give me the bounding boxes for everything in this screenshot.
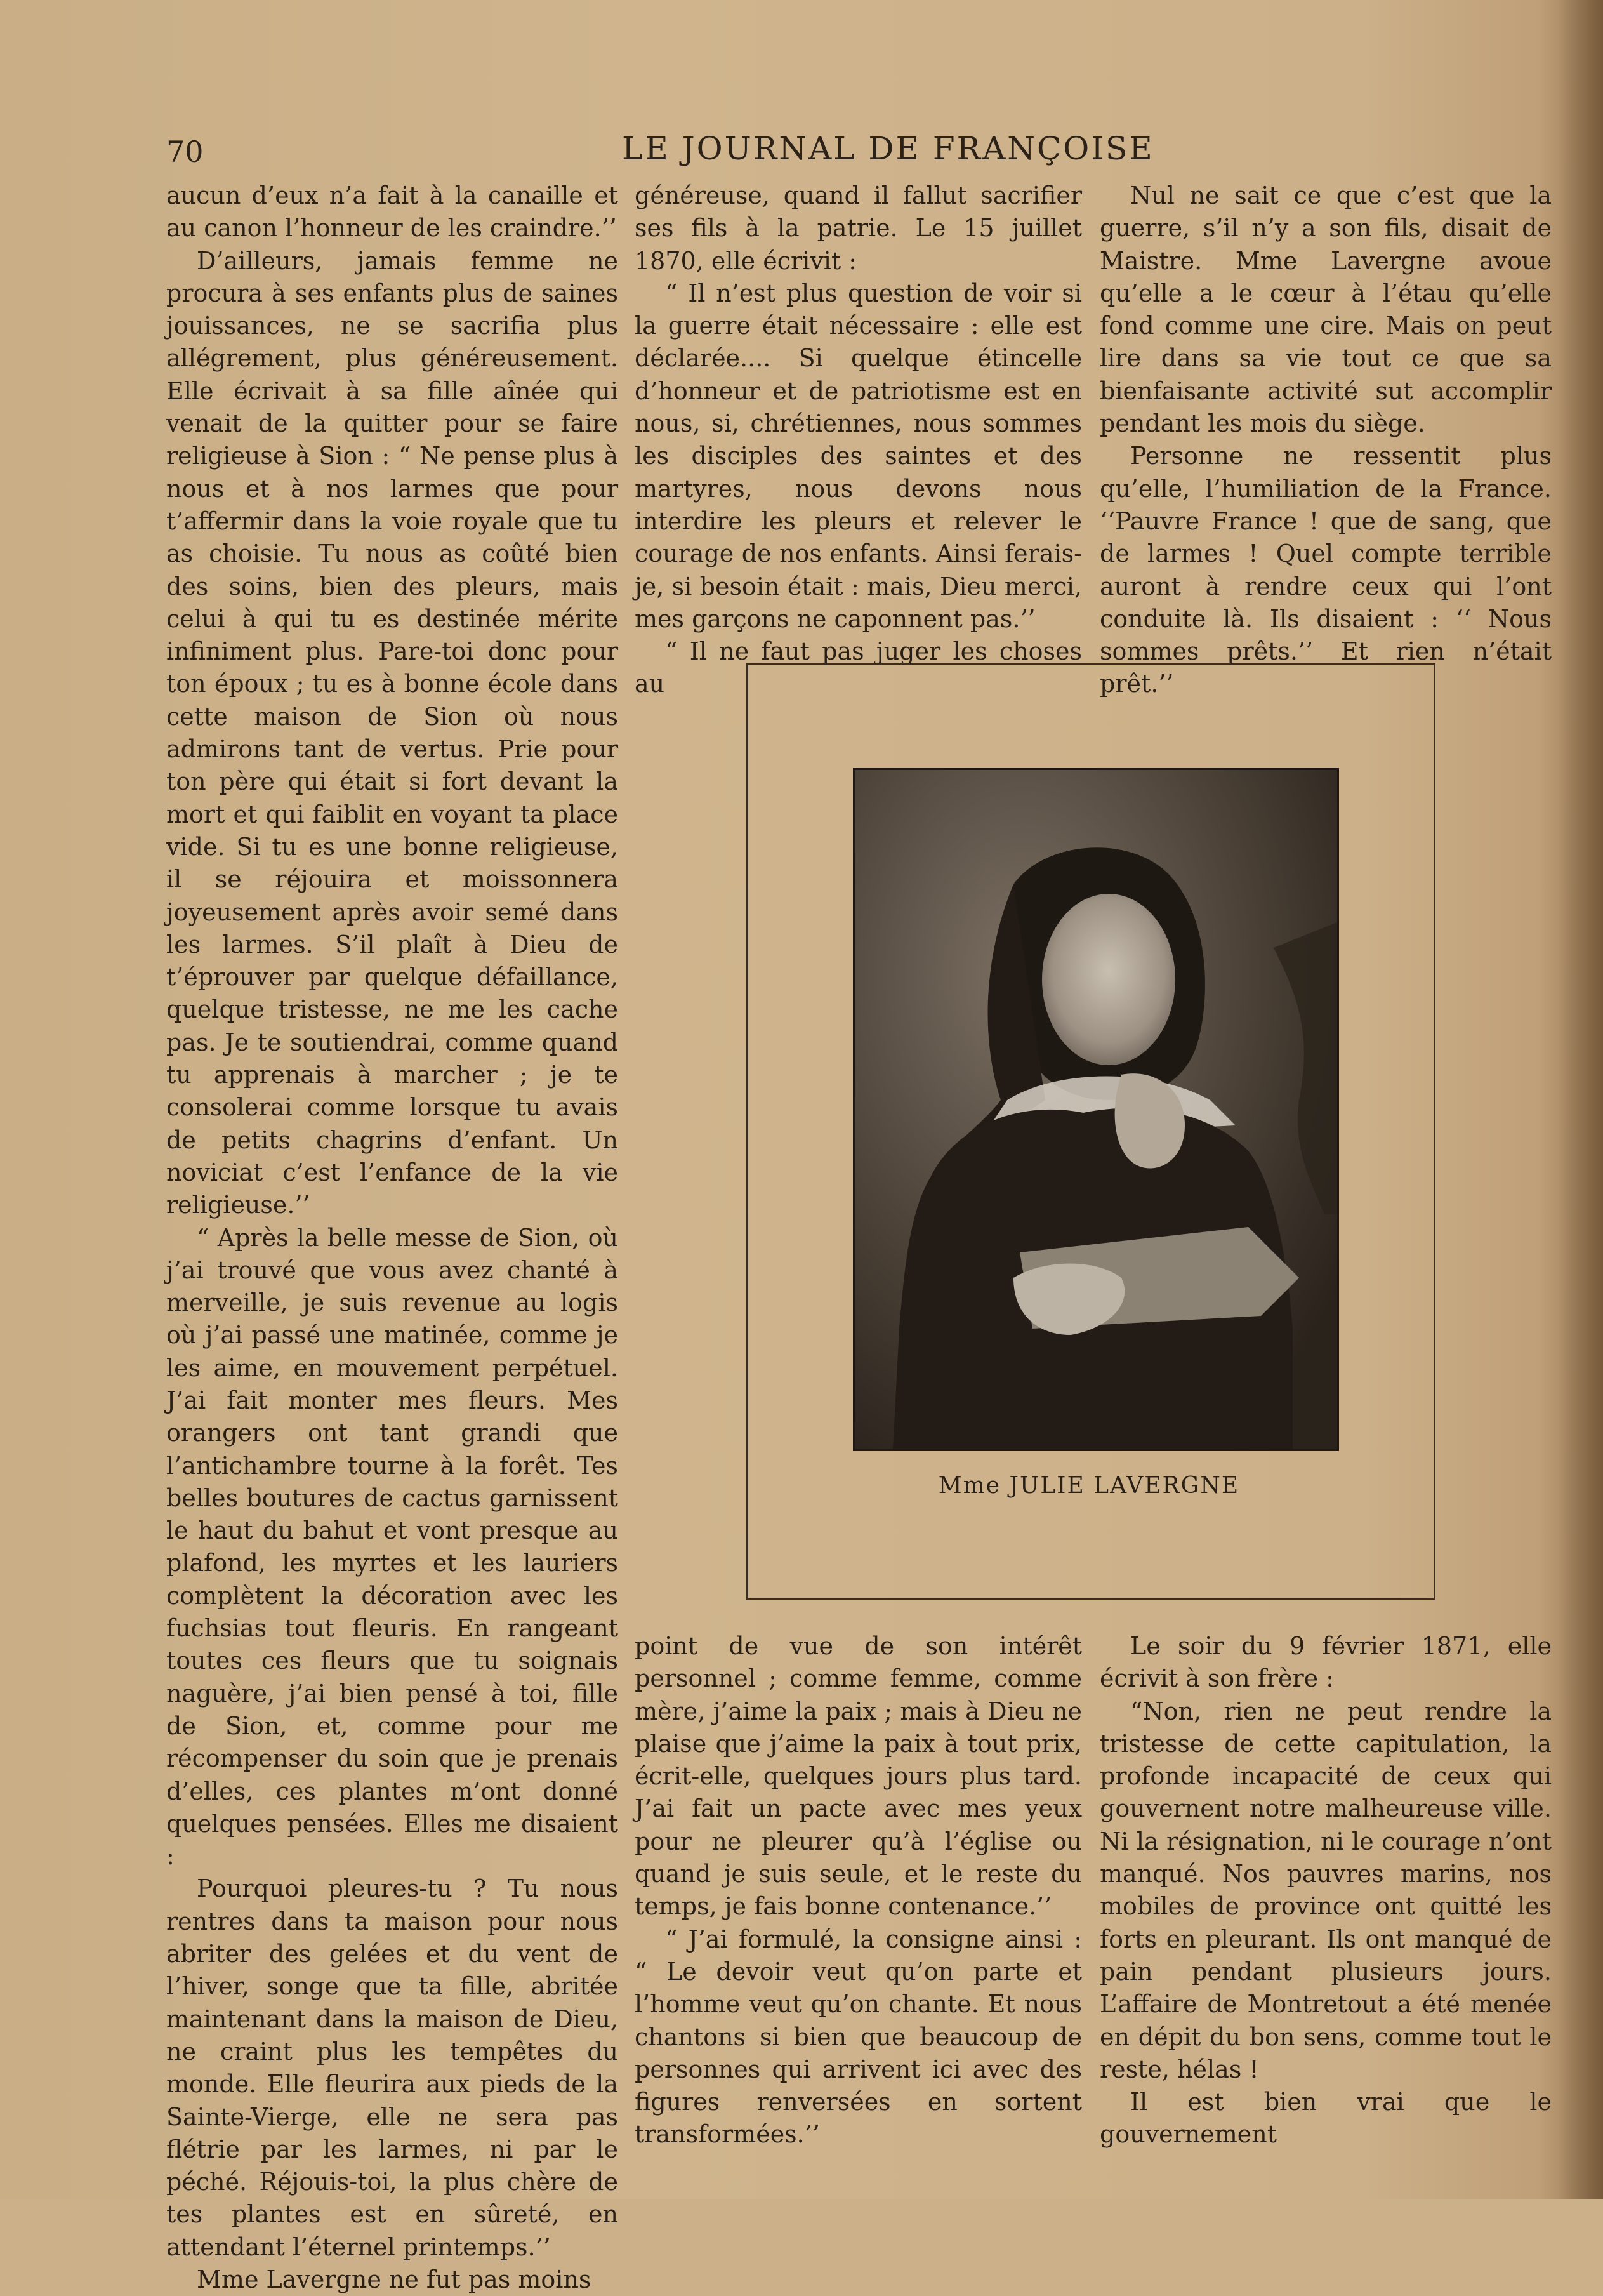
paragraph: point de vue de son intérêt personnel ; comme femme, comme mère, j’aime la paix ; mais à Dieu ne plaise que j’aime la paix à tout prix, écrit-elle, quelques jours plus tard. J’ai fait un pacte avec mes yeux pour ne pleurer qu’à l’église ou quand je suis seule, et le reste du temps, je fais bonne contenance.’’ — [635, 1632, 1082, 1921]
paragraph: D’ailleurs, jamais femme ne procura à ses enfants plus de saines jouissances, ne se sacrifia plus allégrement, plus généreusement. Elle écrivait à sa fille aînée qui venait de la quitter pour se faire religieuse à Sion : “ Ne pense plus à nous et à nos larmes que pour t’affermir dans la voie royale que tu as choisie. Tu nous as coûté bien des soins, bien des pleurs, mais celui à qui tu es destinée mérite infiniment plus. Pare-toi donc pour ton époux ; tu es à bonne école dans cette maison de Sion où nous admirons tant de vertus. Prie pour ton père qui était si fort devant la mort et qui faiblit en voyant ta place vide. Si tu es une bonne religieuse, il se réjouira et moissonnera joyeusement après avoir semé dans les larmes. S’il plaît à Dieu de t’éprouver par quelque défaillance, quelque tristesse, ne me les cache pas. Je te soutiendrai, comme quand tu apprenais à marcher ; je te consolerai comme lorsque tu avais de petits chagrins d’enfant. Un noviciat c’est l’enfance de la vie religieuse.’’ — [166, 246, 618, 1219]
paragraph: généreuse, quand il fallut sacrifier ses fils à la patrie. Le 15 juillet 1870, elle écrivit : — [635, 182, 1082, 275]
paragraph: “ J’ai formulé, la consigne ainsi : “ Le devoir veut qu’on parte et l’homme veut qu’on chante. Et nous chantons si bien que beaucoup de personnes qui arrivent ici avec des figures renversées en sortent transformées.’’ — [635, 1925, 1082, 2149]
column-left — [166, 180, 618, 2296]
paragraph: “Non, rien ne peut rendre la tristesse de cette capitulation, la profonde incapacité de ceux qui gouvernent notre malheureuse ville. Ni la résignation, ni le courage n’ont manqué. Nos pauvres marins, nos mobiles de province ont quitté les forts en pleurant. Ils ont manqué de pain pendant plusieurs jours. L’affaire de Montretout a été menée en dépit du bon sens, comme tout le reste, hélas ! — [1100, 1697, 1552, 2083]
page-number: 70 — [166, 135, 204, 169]
paragraph: Mme Lavergne ne fut pas moins — [197, 2266, 591, 2293]
column-middle-top — [635, 180, 1082, 701]
journal-title: LE JOURNAL DE FRANÇOISE — [622, 130, 1154, 167]
paragraph: “ Après la belle messe de Sion, où j’ai trouvé que vous avez chanté à merveille, je suis revenue au logis où j’ai passé une matinée, comme je les aime, en mouvement perpétuel. J’ai fait monter mes fleurs. Mes orangers ont tant grandi que l’antichambre tourne à la forêt. Tes belles boutures de cactus garnissent le haut du bahut et vont presque au plafond, les myrtes et les lauriers complètent la décoration avec les fuchsias tout fleuris. En rangeant toutes ces fleurs que tu soignais naguère, j’ai bien pensé à toi, fille de Sion, et, comme pour me récompenser du soin que je prenais d’elles, ces plantes m’ont donné quelques pensées. Elles me disaient : — [166, 1223, 618, 1871]
column-middle-bottom — [635, 1630, 1082, 2151]
column-right-top — [1100, 180, 1552, 701]
column-right-bottom — [1100, 1630, 1552, 2151]
figure-caption: Mme JULIE LAVERGNE — [938, 1473, 1240, 1499]
portrait-photo — [853, 768, 1339, 1451]
paragraph: Il est bien vrai que le gouvernement — [1100, 2088, 1552, 2149]
paragraph: Pourquoi pleures-tu ? Tu nous rentres dans ta maison pour nous abriter des gelées et du vent de l’hiver, songe que ta fille, abritée maintenant dans la maison de Dieu, ne craint plus les tempêtes du monde. Elle fleurira aux pieds de la Sainte-Vierge, elle ne sera pas flétrie par les larmes, ni par le péché. Réjouis-toi, la plus chère de tes plantes est en sûreté, en attendant l’éternel printemps.’’ — [166, 1875, 618, 2261]
paragraph: Nul ne sait ce que c’est que la guerre, s’il n’y a son fils, disait de Maistre. Mme Lavergne avoue qu’elle a le cœur à l’étau qu’elle fond comme une cire. Mais on peut lire dans sa vie tout ce que sa bienfaisante activité sut accomplir pendant les mois du siège. — [1100, 182, 1552, 438]
paragraph: aucun d’eux n’a fait à la canaille et au canon l’honneur de les craindre.’’ — [166, 182, 618, 242]
paragraph: Le soir du 9 février 1871, elle écrivit à son frère : — [1100, 1632, 1552, 1693]
portrait-illustration — [855, 770, 1337, 1449]
paragraph: Personne ne ressentit plus qu’elle, l’humiliation de la France. ‘‘Pauvre France ! que de sang, que de larmes ! Quel compte terrible auront à rendre ceux qui l’ont conduite là. Ils disaient : ‘‘ Nous sommes prêts.’’ Et rien n’était prêt.’’ — [1100, 442, 1552, 698]
paragraph: “ Il n’est plus question de voir si la guerre était nécessaire : elle est déclarée.... Si quelque étincelle d’honneur et de patriotisme est en nous, si, chrétiennes, nous sommes les disciples des saintes et des martyres, nous devons nous interdire les pleurs et relever le courage de nos enfants. Ainsi ferais-je, si besoin était : mais, Dieu merci, mes garçons ne caponnent pas.’’ — [635, 279, 1082, 633]
page-edge-shadow — [1559, 0, 1603, 2199]
paragraph: “ Il ne faut pas juger les choses au — [635, 637, 1082, 698]
